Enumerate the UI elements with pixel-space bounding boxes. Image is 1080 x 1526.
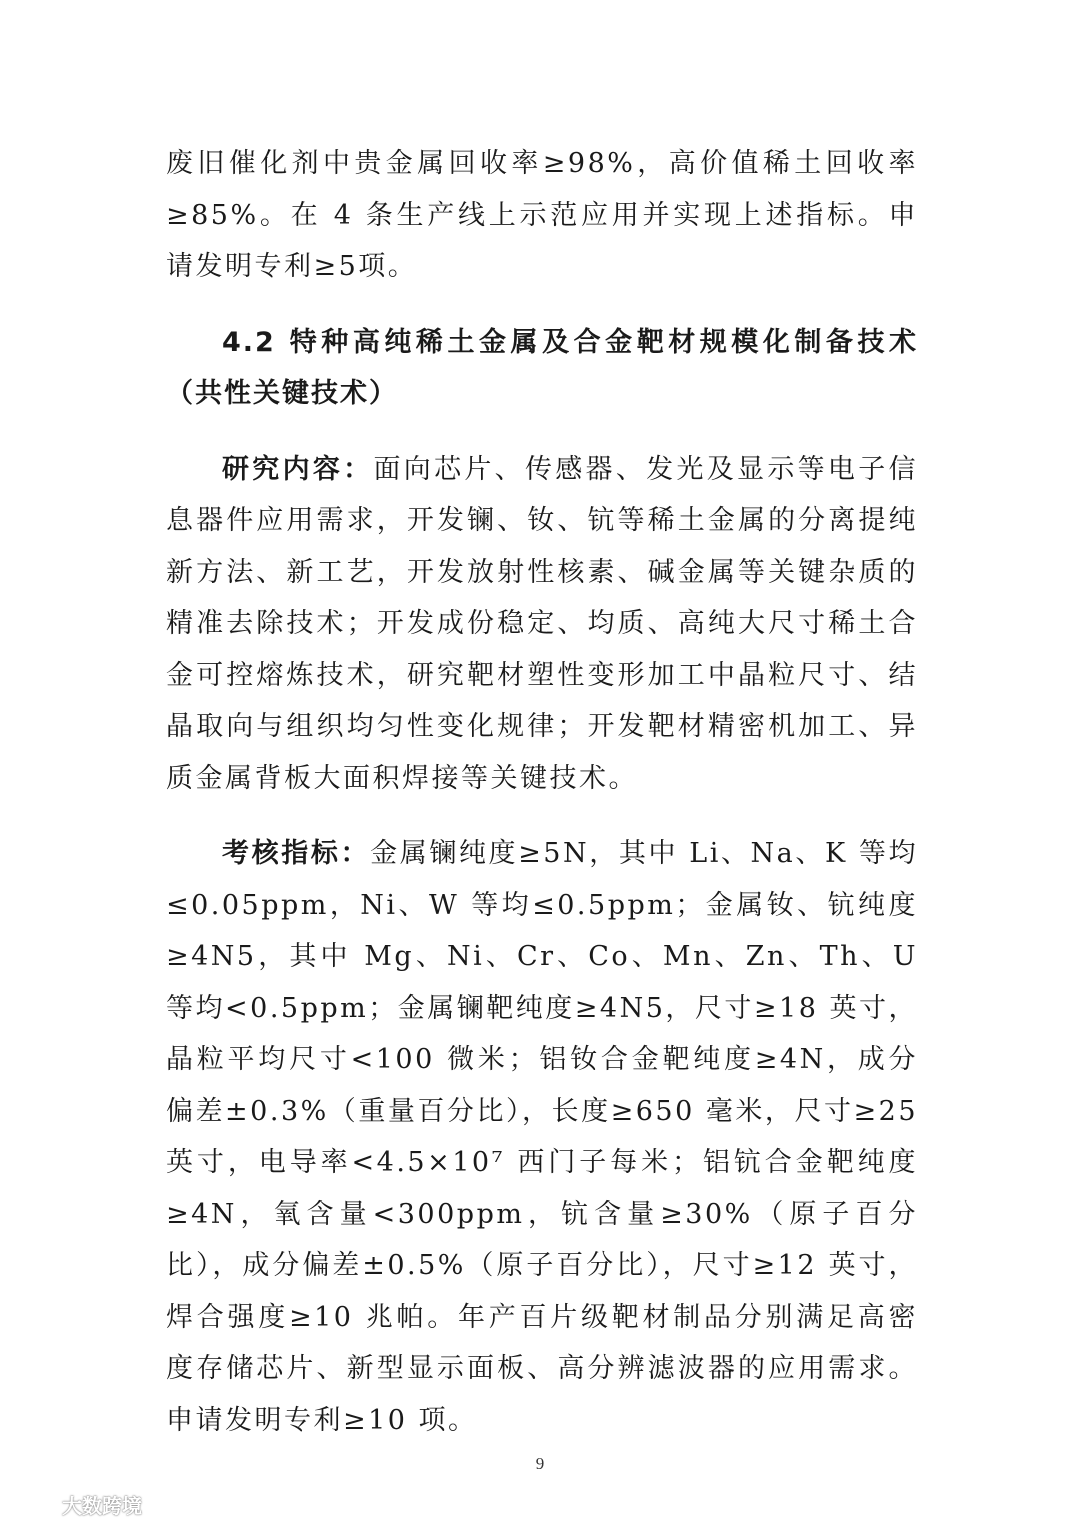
section-heading-4-2 [166, 317, 918, 420]
speech-bubble-logo-icon [10, 1492, 56, 1518]
page-number: 9 [535, 1454, 545, 1473]
watermark-text: 大数跨境 [62, 1494, 142, 1518]
paragraph-text: 废旧催化剂中贵金属回收率≥98%，高价值稀土回收率≥85%。在 4 条生产线上示范应用并实现上述指标。申请发明专利≥5项。 [166, 148, 918, 282]
heading-text: 4.2 特种高纯稀土金属及合金靶材规模化制备技术（共性关键技术） [166, 326, 918, 409]
paragraph-research-content [166, 444, 918, 805]
document-body [166, 138, 918, 1446]
paragraph-text: 面向芯片、传感器、发光及显示等电子信息器件应用需求，开发镧、钕、钪等稀土金属的分离提纯新方法、新工艺，开发放射性核素、碱金属等关键杂质的精准去除技术；开发成份稳定、均质、高纯大尺寸稀土合金可控熔炼技术，研究靶材塑性变形加工中晶粒尺寸、结晶取向与组织均匀性变化规律；开发靶材精密机加工、异质金属背板大面积焊接等关键技术。 [166, 453, 919, 794]
paragraph-text: 金属镧纯度≥5N，其中 Li、Na、K 等均≤0.05ppm，Ni、W 等均≤0.5ppm；金属钕、钪纯度≥4N5，其中 Mg、Ni、Cr、Co、Mn、Zn、Th、U 等均<0.5ppm；金属镧靶纯度≥4N5，尺寸≥18 英寸，晶粒平均尺寸<100 微米；铝钕合金靶纯度≥4N，成分偏差±0.3%（重量百分比），长度≥650 毫米，尺寸≥25 英寸，电导率<4.5×10⁷ 西门子每米；铝钪合金靶纯度≥4N，氧含量<300ppm，钪含量≥30%（原子百分比），成分偏差±0.5%（原子百分比），尺寸≥12 英寸，焊合强度≥10 兆帕。年产百片级靶材制品分别满足高密度存储芯片、新型显示面板、高分辨滤波器的应用需求。申请发明专利≥10 项。 [166, 838, 918, 1436]
paragraph-lead-assessment: 考核指标： [222, 838, 371, 869]
watermark [10, 1490, 142, 1519]
paragraph-assessment-indicators [166, 828, 918, 1446]
paragraph-lead-research: 研究内容： [222, 453, 374, 485]
paragraph-recovery-targets [166, 138, 918, 293]
